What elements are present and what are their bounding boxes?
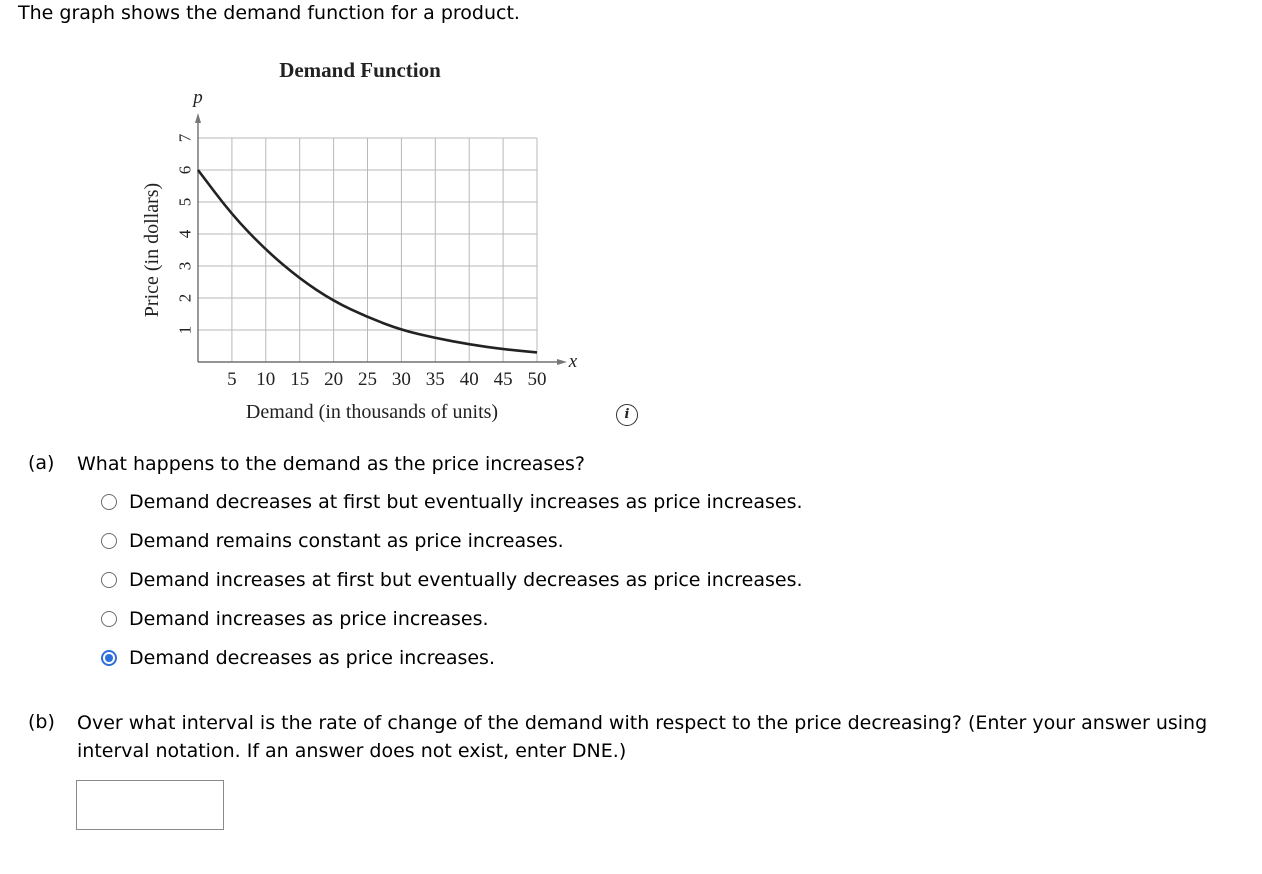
y-tick-label: 4: [175, 229, 195, 239]
y-axis-letter: p: [193, 87, 203, 108]
y-tick-label: 3: [175, 261, 195, 271]
x-tick-label: 15: [290, 369, 310, 390]
option-2[interactable]: [101, 528, 564, 554]
part-b-question-line1: Over what interval is the rate of change of the demand with respect to the price decreasing? (Enter your answer using: [77, 712, 1208, 734]
x-tick-label: 25: [358, 369, 377, 390]
option-5[interactable]: [101, 645, 495, 671]
part-b-label: (b): [28, 711, 55, 733]
option-label: Demand increases at first but eventually decreases as price increases.: [129, 569, 803, 591]
option-label: Demand decreases at first but eventually increases as price increases.: [129, 491, 803, 513]
x-tick-label: 10: [256, 369, 276, 390]
x-axis-arrow: [557, 359, 567, 365]
y-axis-label: Price (in dollars): [141, 182, 163, 318]
y-tick-label: 7: [175, 133, 195, 143]
radio-button[interactable]: [101, 494, 117, 510]
y-axis-arrow: [195, 113, 201, 123]
part-b-answer-input[interactable]: [76, 780, 224, 830]
radio-button[interactable]: [101, 611, 117, 627]
part-a-question: What happens to the demand as the price increases?: [77, 453, 586, 475]
x-tick-label: 45: [493, 369, 513, 390]
x-tick-label: 20: [324, 369, 344, 390]
radio-button[interactable]: [101, 533, 117, 549]
x-tick-label: 35: [425, 369, 445, 390]
x-tick-label: 30: [391, 369, 411, 390]
radio-button-selected[interactable]: [101, 650, 117, 666]
y-tick-label: 6: [175, 165, 195, 175]
radio-button[interactable]: [101, 572, 117, 588]
demand-function-chart: [135, 50, 595, 430]
x-axis-label: Demand (in thousands of units): [245, 401, 499, 423]
y-tick-label: 2: [175, 293, 195, 303]
chart-title: Demand Function: [279, 58, 441, 82]
x-tick-label: 50: [527, 369, 547, 390]
option-3[interactable]: [101, 567, 803, 593]
y-tick-label: 5: [175, 197, 195, 207]
option-label: Demand increases as price increases.: [129, 608, 489, 630]
intro-text: The graph shows the demand function for a product.: [18, 2, 520, 24]
y-tick-label: 1: [175, 325, 195, 335]
part-a-label: (a): [28, 452, 55, 474]
x-tick-label: 5: [227, 369, 237, 390]
x-tick-label: 40: [459, 369, 479, 390]
option-1[interactable]: [101, 489, 803, 515]
info-icon[interactable]: i: [616, 404, 638, 426]
part-b-question-line2: interval notation. If an answer does not exist, enter DNE.): [77, 740, 627, 762]
x-axis-letter: x: [568, 351, 578, 372]
option-4[interactable]: [101, 606, 489, 632]
option-label: Demand remains constant as price increases.: [129, 530, 564, 552]
option-label: Demand decreases as price increases.: [129, 647, 495, 669]
